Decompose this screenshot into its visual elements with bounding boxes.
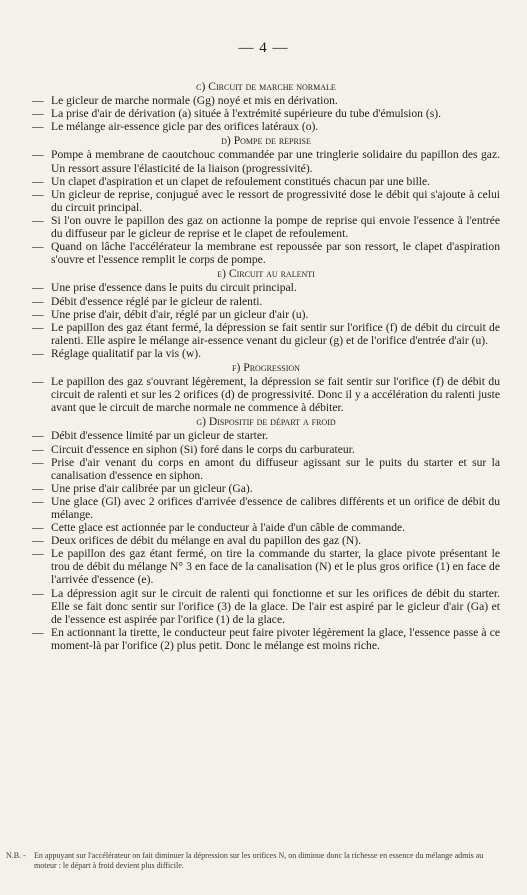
list-item-text: Une prise d'essence dans le puits du circuit principal. <box>51 281 297 295</box>
bullet-dash: — <box>32 442 44 456</box>
list-item-text: Débit d'essence réglé par le gicleur de ralenti. <box>51 294 263 308</box>
list-item-text: Pompe à membrane de caoutchouc commandée par une tringlerie solidaire du papillon des gaz. Un ressort assure l'élasticité de la liaison (progressivité). <box>51 148 500 175</box>
bullet-dash: — <box>32 281 44 295</box>
list-item-text: Un gicleur de reprise, conjugué avec le ressort de progressivité dose le débit qui s'ajoute à celui du circuit principal. <box>51 187 500 214</box>
list-item-text: Le mélange air-essence gicle par des orifices latéraux (o). <box>51 120 319 134</box>
bullet-dash: — <box>32 320 44 334</box>
list-item <box>32 308 500 321</box>
list-item-text: Quand on lâche l'accélérateur la membrane est repoussée par son ressort, le clapet d'aspiration s'ouvre et l'essence remplit le corps de pompe. <box>51 240 500 267</box>
list-item <box>32 521 500 534</box>
list-item-text: Une prise d'air calibrée par un gicleur (Ga). <box>51 481 253 495</box>
list-item <box>32 456 500 482</box>
footnote <box>6 851 506 870</box>
list-item <box>32 587 500 626</box>
list-item <box>32 148 500 174</box>
list-item <box>32 240 500 266</box>
list-item-text: Un clapet d'aspiration et un clapet de refoulement constitués chacun par une bille. <box>51 174 431 188</box>
bullet-dash: — <box>32 107 44 121</box>
list-item-text: Le papillon des gaz étant fermé, la dépression se fait sentir sur l'orifice (f) de débit du circuit de ralenti. Elle aspire le mélange air-essence venant du gicleur (g) et de l'orifice d'entrée d'air (u). <box>51 320 500 347</box>
list-item-text: Débit d'essence limité par un gicleur de starter. <box>51 429 269 443</box>
bullet-dash: — <box>32 547 44 561</box>
document-body <box>32 79 500 652</box>
page-number: — 4 — <box>238 40 289 56</box>
bullet-dash: — <box>32 625 44 639</box>
bullet-dash: — <box>32 213 44 227</box>
footnote-label: N.B. - <box>6 851 26 860</box>
list-item-text: Une prise d'air, débit d'air, réglé par un gicleur d'air (u). <box>51 307 309 321</box>
bullet-dash: — <box>32 375 44 389</box>
bullet-dash: — <box>32 174 44 188</box>
list-item <box>32 626 500 652</box>
bullet-dash: — <box>32 120 44 134</box>
list-item-text: La prise d'air de dérivation (a) située à l'extrémité supérieure du tube d'émulsion (s). <box>51 107 442 121</box>
list-item <box>32 495 500 521</box>
list-item <box>32 443 500 456</box>
list-item <box>32 188 500 214</box>
list-item <box>32 94 500 107</box>
list-item-text: Prise d'air venant du corps en amont du diffuseur agissant sur le puits du starter et sur la canalisation d'essence en siphon. <box>51 455 500 482</box>
footnote-text: En appuyant sur l'accélérateur on fait diminuer la dépression sur les orifices N, on diminue donc la richesse en essence du mélange admis au moteur : le départ à froid devient plus difficile. <box>34 851 484 870</box>
list-item <box>32 214 500 240</box>
bullet-dash: — <box>32 494 44 508</box>
bullet-dash: — <box>32 240 44 254</box>
bullet-dash: — <box>32 307 44 321</box>
list-item <box>32 534 500 547</box>
section-heading: f) Progression <box>232 360 300 374</box>
section-heading: c) Circuit de marche normale <box>196 80 336 93</box>
list-item-text: Circuit d'essence en siphon (Si) foré dans le corps du carburateur. <box>51 442 355 456</box>
list-item-text: En actionnant la tirette, le conducteur peut faire pivoter légèrement la glace, l'essence passe à ce moment-là par l'orifice (2) plus petit. Donc le mélange est moins riche. <box>51 625 500 652</box>
list-item <box>32 429 500 442</box>
list-item-text: Le gicleur de marche normale (Gg) noyé et mis en dérivation. <box>51 94 338 108</box>
list-item <box>32 375 500 414</box>
list-item-text: La dépression agit sur le circuit de ralenti qui fonctionne et sur les orifices de débit du starter. Elle se fait donc sentir sur l'orifice (3) de la glace. De l'air est aspiré par le gicleur d'air (Ga) et de l'essence est aspirée par l'orifice (1) de la glace. <box>51 586 500 626</box>
bullet-dash: — <box>32 455 44 469</box>
list-item <box>32 175 500 188</box>
list-item <box>32 295 500 308</box>
list-item <box>32 281 500 294</box>
bullet-dash: — <box>32 346 44 360</box>
list-item <box>32 107 500 120</box>
section-heading: e) Circuit au ralenti <box>217 267 315 281</box>
bullet-dash: — <box>32 534 44 548</box>
list-item <box>32 482 500 495</box>
bullet-dash: — <box>32 521 44 535</box>
list-item <box>32 120 500 133</box>
bullet-dash: — <box>32 481 44 495</box>
list-item-text: Une glace (Gl) avec 2 orifices d'arrivée d'essence de calibres différents et un orifice de débit du mélange. <box>51 494 500 521</box>
list-item <box>32 347 500 360</box>
list-item-text: Deux orifices de débit du mélange en aval du papillon des gaz (N). <box>51 534 362 548</box>
list-item-text: Le papillon des gaz étant fermé, on tire la commande du starter, la glace pivote présentant le trou de débit du mélange N° 3 en face de la canalisation (N) et le plus gros orifice (1) en face de l'arrivée d'essence (e). <box>51 547 500 587</box>
section-heading: d) Pompe de reprise <box>221 134 311 148</box>
section-heading: g) Dispositif de départ a froid <box>196 415 336 429</box>
list-item-text: Si l'on ouvre le papillon des gaz on actionne la pompe de reprise qui envoie l'essence à l'entrée du diffuseur par le gicleur de reprise et le clapet de refoulement. <box>51 213 500 241</box>
bullet-dash: — <box>32 586 44 600</box>
bullet-dash: — <box>32 187 44 201</box>
bullet-dash: — <box>32 94 44 108</box>
bullet-dash: — <box>32 294 44 308</box>
list-item-text: Réglage qualitatif par la vis (w). <box>51 346 202 360</box>
list-item-text: Cette glace est actionnée par le conducteur à l'aide d'un câble de commande. <box>51 521 406 535</box>
bullet-dash: — <box>32 148 44 162</box>
list-item <box>32 321 500 347</box>
list-item <box>32 547 500 586</box>
list-item-text: Le papillon des gaz s'ouvrant légèrement, la dépression se fait sentir sur l'orifice (f) de débit du circuit de ralenti et sur les 2 orifices (d) de progressivité. Donc il y a accélération du ralenti juste avant que le circuit de marche normale ne commence à débiter. <box>51 375 500 415</box>
bullet-dash: — <box>32 429 44 443</box>
